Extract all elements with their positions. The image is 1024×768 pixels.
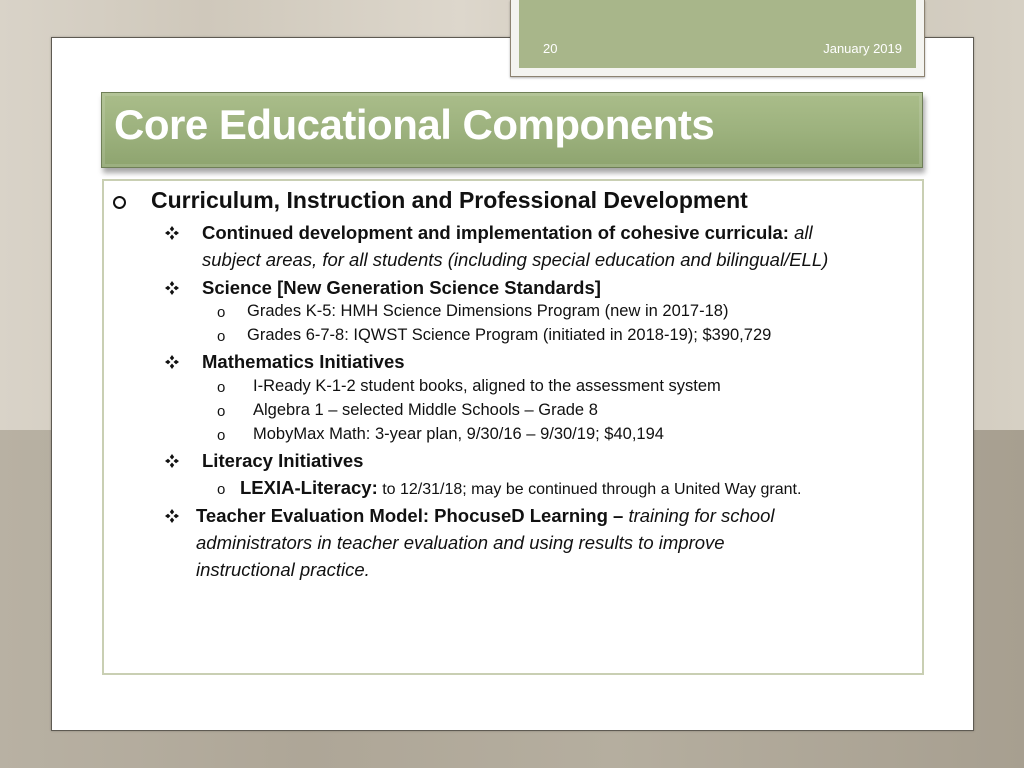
science-sub-item: Grades 6-7-8: IQWST Science Program (initiated in 2018-19); $390,729 <box>247 326 772 344</box>
page-title: Core Educational Components <box>114 101 715 148</box>
list-item-science: Science [New Generation Science Standards] <box>202 277 601 298</box>
diamond-bullet-icon <box>165 509 179 523</box>
circle-bullet-icon: o <box>217 427 226 444</box>
header-tab-fill <box>519 0 916 68</box>
curricula-detail-2: subject areas, for all students (including special education and bilingual/ELL) <box>202 249 829 270</box>
list-item-curricula <box>202 222 813 244</box>
math-sub-item: Algebra 1 – selected Middle Schools – Grade 8 <box>253 401 598 419</box>
section-heading: Curriculum, Instruction and Professional Development <box>151 187 748 213</box>
teacher-eval-detail-3: instructional practice. <box>196 559 370 580</box>
list-item-literacy: Literacy Initiatives <box>202 450 364 471</box>
circle-bullet-icon: o <box>217 328 226 345</box>
slide-number: 20 <box>543 41 558 56</box>
lexia-label: LEXIA-Literacy: <box>240 477 378 498</box>
lexia-detail: to 12/31/18; may be continued through a United Way grant. <box>382 481 802 498</box>
title-bar <box>101 92 923 168</box>
teacher-eval-label: Teacher Evaluation Model: PhocuseD Learning – <box>196 505 624 526</box>
slide-date: January 2019 <box>823 41 902 56</box>
science-sub-item: Grades K-5: HMH Science Dimensions Program (new in 2017-18) <box>247 302 729 320</box>
literacy-sub-item <box>240 477 801 499</box>
circle-bullet-icon: o <box>217 403 226 420</box>
teacher-eval-detail-2: administrators in teacher evaluation and using results to improve <box>196 532 725 553</box>
list-item-teacher-evaluation <box>196 505 774 527</box>
curricula-label: Continued development and implementation of cohesive curricula: <box>202 222 789 243</box>
ring-bullet-icon <box>113 196 126 209</box>
diamond-bullet-icon <box>165 454 179 468</box>
list-item-mathematics: Mathematics Initiatives <box>202 351 405 372</box>
circle-bullet-icon: o <box>217 379 226 396</box>
diamond-bullet-icon <box>165 355 179 369</box>
diamond-bullet-icon <box>165 281 179 295</box>
math-sub-item: I-Ready K-1-2 student books, aligned to the assessment system <box>253 377 721 395</box>
math-sub-item: MobyMax Math: 3-year plan, 9/30/16 – 9/30/19; $40,194 <box>253 425 664 443</box>
circle-bullet-icon: o <box>217 481 226 498</box>
curricula-detail-1: all <box>794 222 813 243</box>
slide-header-tab <box>510 0 925 77</box>
teacher-eval-detail-1: training for school <box>628 505 775 526</box>
circle-bullet-icon: o <box>217 304 226 321</box>
diamond-bullet-icon <box>165 226 179 240</box>
